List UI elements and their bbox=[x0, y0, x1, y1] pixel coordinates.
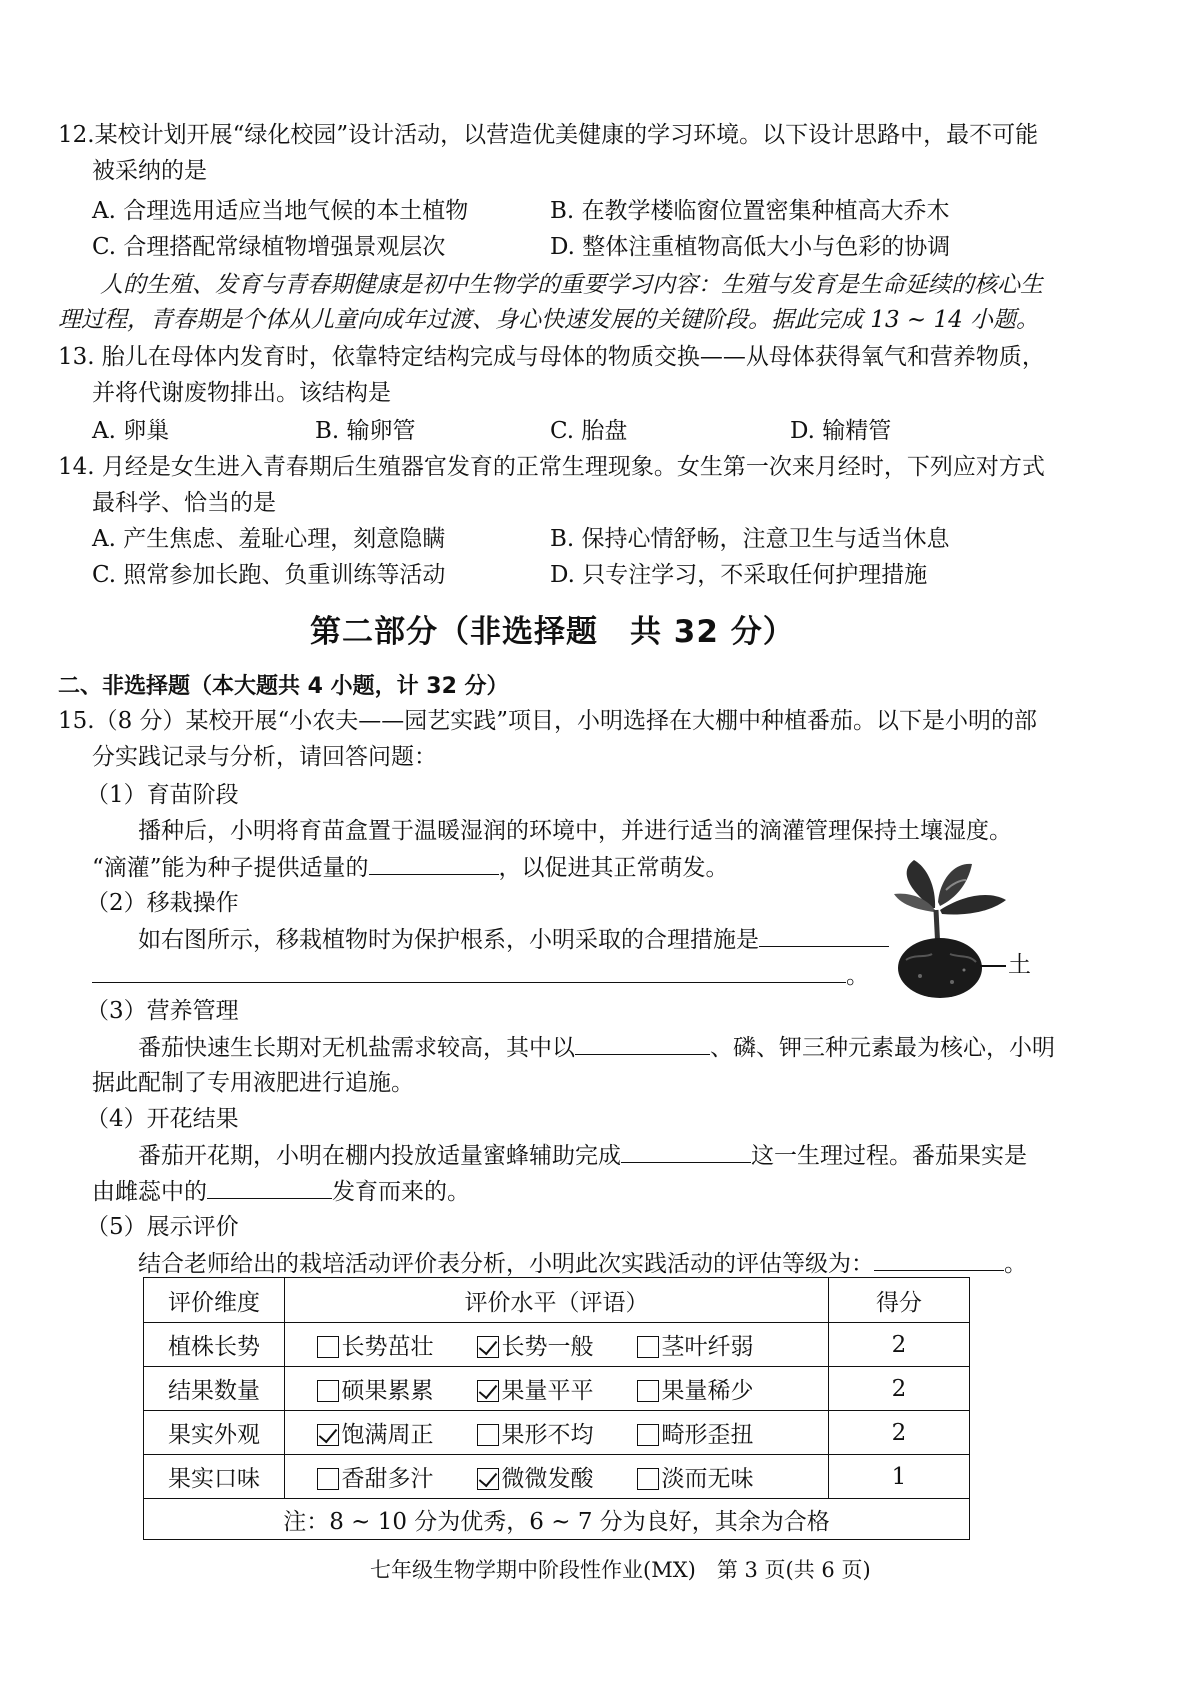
q15-part1-title: （1）育苗阶段 bbox=[86, 782, 239, 808]
table-header-row bbox=[144, 1278, 970, 1323]
q13-option-d: D. 输精管 bbox=[790, 418, 892, 444]
q15-part3-text-a: 番茄快速生长期对无机盐需求较高，其中以 bbox=[138, 1035, 575, 1061]
q15-part1-text-b: ，以促进其正常萌发。 bbox=[498, 855, 729, 881]
q12-option-b: B. 在教学楼临窗位置密集种植高大乔木 bbox=[550, 198, 950, 224]
q12-option-a: A. 合理选用适应当地气候的本土植物 bbox=[92, 198, 469, 224]
option-item bbox=[477, 1328, 637, 1361]
q13-option-a: A. 卵巢 bbox=[92, 418, 170, 444]
option-label: 长势茁壮 bbox=[341, 1334, 434, 1360]
option-label: 畸形歪扭 bbox=[661, 1422, 754, 1448]
answer-blank-4a[interactable] bbox=[621, 1140, 751, 1163]
row-dimension: 结果数量 bbox=[144, 1367, 285, 1411]
q15-part3-line2: 据此配制了专用液肥进行追施。 bbox=[92, 1070, 414, 1096]
checkbox[interactable] bbox=[637, 1336, 659, 1358]
q15-part4-line1 bbox=[138, 1140, 1027, 1171]
intro-line1: 人的生殖、发育与青春期健康是初中生物学的重要学习内容：生殖与发育是生命延续的核心生 bbox=[100, 272, 1043, 298]
row-options bbox=[285, 1323, 829, 1367]
q12-option-d: D. 整体注重植物高低大小与色彩的协调 bbox=[550, 234, 951, 260]
q13-option-c: C. 胎盘 bbox=[550, 418, 628, 444]
option-label: 香甜多汁 bbox=[341, 1466, 434, 1492]
table-note: 注：8 ~ 10 分为优秀，6 ~ 7 分为良好，其余为合格 bbox=[144, 1499, 970, 1540]
q14-option-c: C. 照常参加长跑、负重训练等活动 bbox=[92, 562, 446, 588]
option-item bbox=[637, 1328, 797, 1361]
row-dimension: 植株长势 bbox=[144, 1323, 285, 1367]
q12-stem-line2: 被采纳的是 bbox=[92, 158, 207, 184]
checkbox[interactable] bbox=[317, 1380, 339, 1402]
header-level: 评价水平（评语） bbox=[285, 1278, 829, 1323]
table-note-row bbox=[144, 1499, 970, 1540]
q15-part2-title: （2）移栽操作 bbox=[86, 890, 239, 916]
q14-stem-line2: 最科学、恰当的是 bbox=[92, 490, 276, 516]
option-label: 茎叶纤弱 bbox=[661, 1334, 754, 1360]
q14-stem-line1: 14. 月经是女生进入青春期后生殖器官发育的正常生理现象。女生第一次来月经时，下列应对方式 bbox=[58, 454, 1045, 480]
evaluation-table bbox=[143, 1277, 970, 1540]
option-item bbox=[637, 1416, 797, 1449]
row-score: 2 bbox=[829, 1411, 970, 1455]
option-item bbox=[477, 1416, 637, 1449]
checkbox-checked[interactable] bbox=[317, 1424, 339, 1446]
option-label: 微微发酸 bbox=[501, 1466, 594, 1492]
q15-part5-line1 bbox=[138, 1248, 1027, 1279]
seedling-figure bbox=[880, 850, 1030, 1000]
q15-part3-text-b: 、磷、钾三种元素最为核心，小明 bbox=[710, 1035, 1055, 1061]
option-item bbox=[317, 1372, 477, 1405]
q15-part4-text-b: 这一生理过程。番茄果实是 bbox=[751, 1143, 1027, 1169]
row-options bbox=[285, 1367, 829, 1411]
q13-stem-line2: 并将代谢废物排出。该结构是 bbox=[92, 380, 391, 406]
option-item bbox=[477, 1460, 637, 1493]
answer-blank-2a[interactable] bbox=[759, 924, 889, 947]
table-row bbox=[144, 1367, 970, 1411]
q15-part4-text-d: 发育而来的。 bbox=[332, 1179, 470, 1205]
q15-part2-line1 bbox=[138, 924, 889, 955]
option-item bbox=[477, 1372, 637, 1405]
q12-stem-line1: 12.某校计划开展“绿化校园”设计活动，以营造优美健康的学习环境。以下设计思路中，最不可能 bbox=[58, 122, 1039, 148]
option-label: 长势一般 bbox=[501, 1334, 594, 1360]
q15-part1-line1: 播种后，小明将育苗盒置于温暖湿润的环境中，并进行适当的滴灌管理保持土壤湿度。 bbox=[138, 818, 1012, 844]
table-row bbox=[144, 1411, 970, 1455]
part2-title: 第二部分（非选择题 共 32 分） bbox=[310, 614, 795, 650]
answer-blank-5[interactable] bbox=[874, 1248, 1004, 1271]
q13-stem-line1: 13. 胎儿在母体内发育时，依靠特定结构完成与母体的物质交换——从母体获得氧气和营养物质， bbox=[58, 344, 1045, 370]
checkbox[interactable] bbox=[637, 1468, 659, 1490]
option-label: 淡而无味 bbox=[661, 1466, 754, 1492]
option-item bbox=[317, 1460, 477, 1493]
q15-stem-line1: 15.（8 分）某校开展“小农夫——园艺实践”项目，小明选择在大棚中种植番茄。以下是小明的部 bbox=[58, 708, 1038, 734]
q15-part4-line2 bbox=[92, 1176, 470, 1207]
q14-option-b: B. 保持心情舒畅，注意卫生与适当休息 bbox=[550, 526, 950, 552]
checkbox[interactable] bbox=[317, 1336, 339, 1358]
q14-option-a: A. 产生焦虑、羞耻心理，刻意隐瞒 bbox=[92, 526, 446, 552]
checkbox[interactable] bbox=[637, 1380, 659, 1402]
row-dimension: 果实口味 bbox=[144, 1455, 285, 1499]
q15-part4-text-c: 由雌蕊中的 bbox=[92, 1179, 207, 1205]
q15-part4-title: （4）开花结果 bbox=[86, 1106, 239, 1132]
q15-part5-text: 结合老师给出的栽培活动评价表分析，小明此次实践活动的评估等级为： bbox=[138, 1251, 874, 1277]
q15-part1-text-a: “滴灌”能为种子提供适量的 bbox=[92, 855, 369, 881]
q15-part3-line1 bbox=[138, 1032, 1055, 1063]
option-item bbox=[317, 1416, 477, 1449]
table-row bbox=[144, 1455, 970, 1499]
q15-part5-end: 。 bbox=[1004, 1251, 1027, 1277]
q14-option-d: D. 只专注学习，不采取任何护理措施 bbox=[550, 562, 928, 588]
answer-blank-2b[interactable] bbox=[92, 960, 846, 983]
option-item bbox=[637, 1372, 797, 1405]
header-score: 得分 bbox=[829, 1278, 970, 1323]
q15-part1-line2 bbox=[92, 852, 729, 883]
checkbox[interactable] bbox=[477, 1424, 499, 1446]
checkbox-checked[interactable] bbox=[477, 1380, 499, 1402]
answer-blank-4b[interactable] bbox=[207, 1176, 332, 1199]
checkbox-checked[interactable] bbox=[477, 1468, 499, 1490]
table-row bbox=[144, 1323, 970, 1367]
option-label: 硕果累累 bbox=[341, 1378, 434, 1404]
checkbox-checked[interactable] bbox=[477, 1336, 499, 1358]
page-footer: 七年级生物学期中阶段性作业(MX) 第 3 页(共 6 页) bbox=[370, 1558, 871, 1582]
figure-label-soil: 土 bbox=[1008, 952, 1031, 978]
q12-option-c: C. 合理搭配常绿植物增强景观层次 bbox=[92, 234, 446, 260]
option-label: 饱满周正 bbox=[341, 1422, 434, 1448]
row-score: 2 bbox=[829, 1323, 970, 1367]
row-score: 1 bbox=[829, 1455, 970, 1499]
option-label: 果形不均 bbox=[501, 1422, 594, 1448]
row-options bbox=[285, 1455, 829, 1499]
q15-part3-title: （3）营养管理 bbox=[86, 998, 239, 1024]
row-dimension: 果实外观 bbox=[144, 1411, 285, 1455]
q15-part2-text: 如右图所示，移栽植物时为保护根系，小明采取的合理措施是 bbox=[138, 927, 759, 953]
option-item bbox=[317, 1328, 477, 1361]
q15-stem-line2: 分实践记录与分析，请回答问题： bbox=[92, 744, 437, 770]
q15-part2-end: 。 bbox=[846, 963, 869, 989]
option-item bbox=[637, 1460, 797, 1493]
q13-option-b: B. 输卵管 bbox=[315, 418, 416, 444]
intro-line2: 理过程，青春期是个体从儿童向成年过渡、身心快速发展的关键阶段。据此完成 13 ~ 14 小题。 bbox=[58, 307, 1040, 333]
answer-blank-1[interactable] bbox=[369, 852, 499, 875]
row-options bbox=[285, 1411, 829, 1455]
answer-blank-3[interactable] bbox=[575, 1032, 710, 1055]
section-header: 二、非选择题（本大题共 4 小题，计 32 分） bbox=[58, 674, 509, 699]
option-label: 果量平平 bbox=[501, 1378, 594, 1404]
checkbox[interactable] bbox=[637, 1424, 659, 1446]
checkbox[interactable] bbox=[317, 1468, 339, 1490]
q15-part2-line2 bbox=[92, 960, 869, 991]
q15-part4-text-a: 番茄开花期，小明在棚内投放适量蜜蜂辅助完成 bbox=[138, 1143, 621, 1169]
option-label: 果量稀少 bbox=[661, 1378, 754, 1404]
header-dimension: 评价维度 bbox=[144, 1278, 285, 1323]
q15-part5-title: （5）展示评价 bbox=[86, 1214, 239, 1240]
row-score: 2 bbox=[829, 1367, 970, 1411]
